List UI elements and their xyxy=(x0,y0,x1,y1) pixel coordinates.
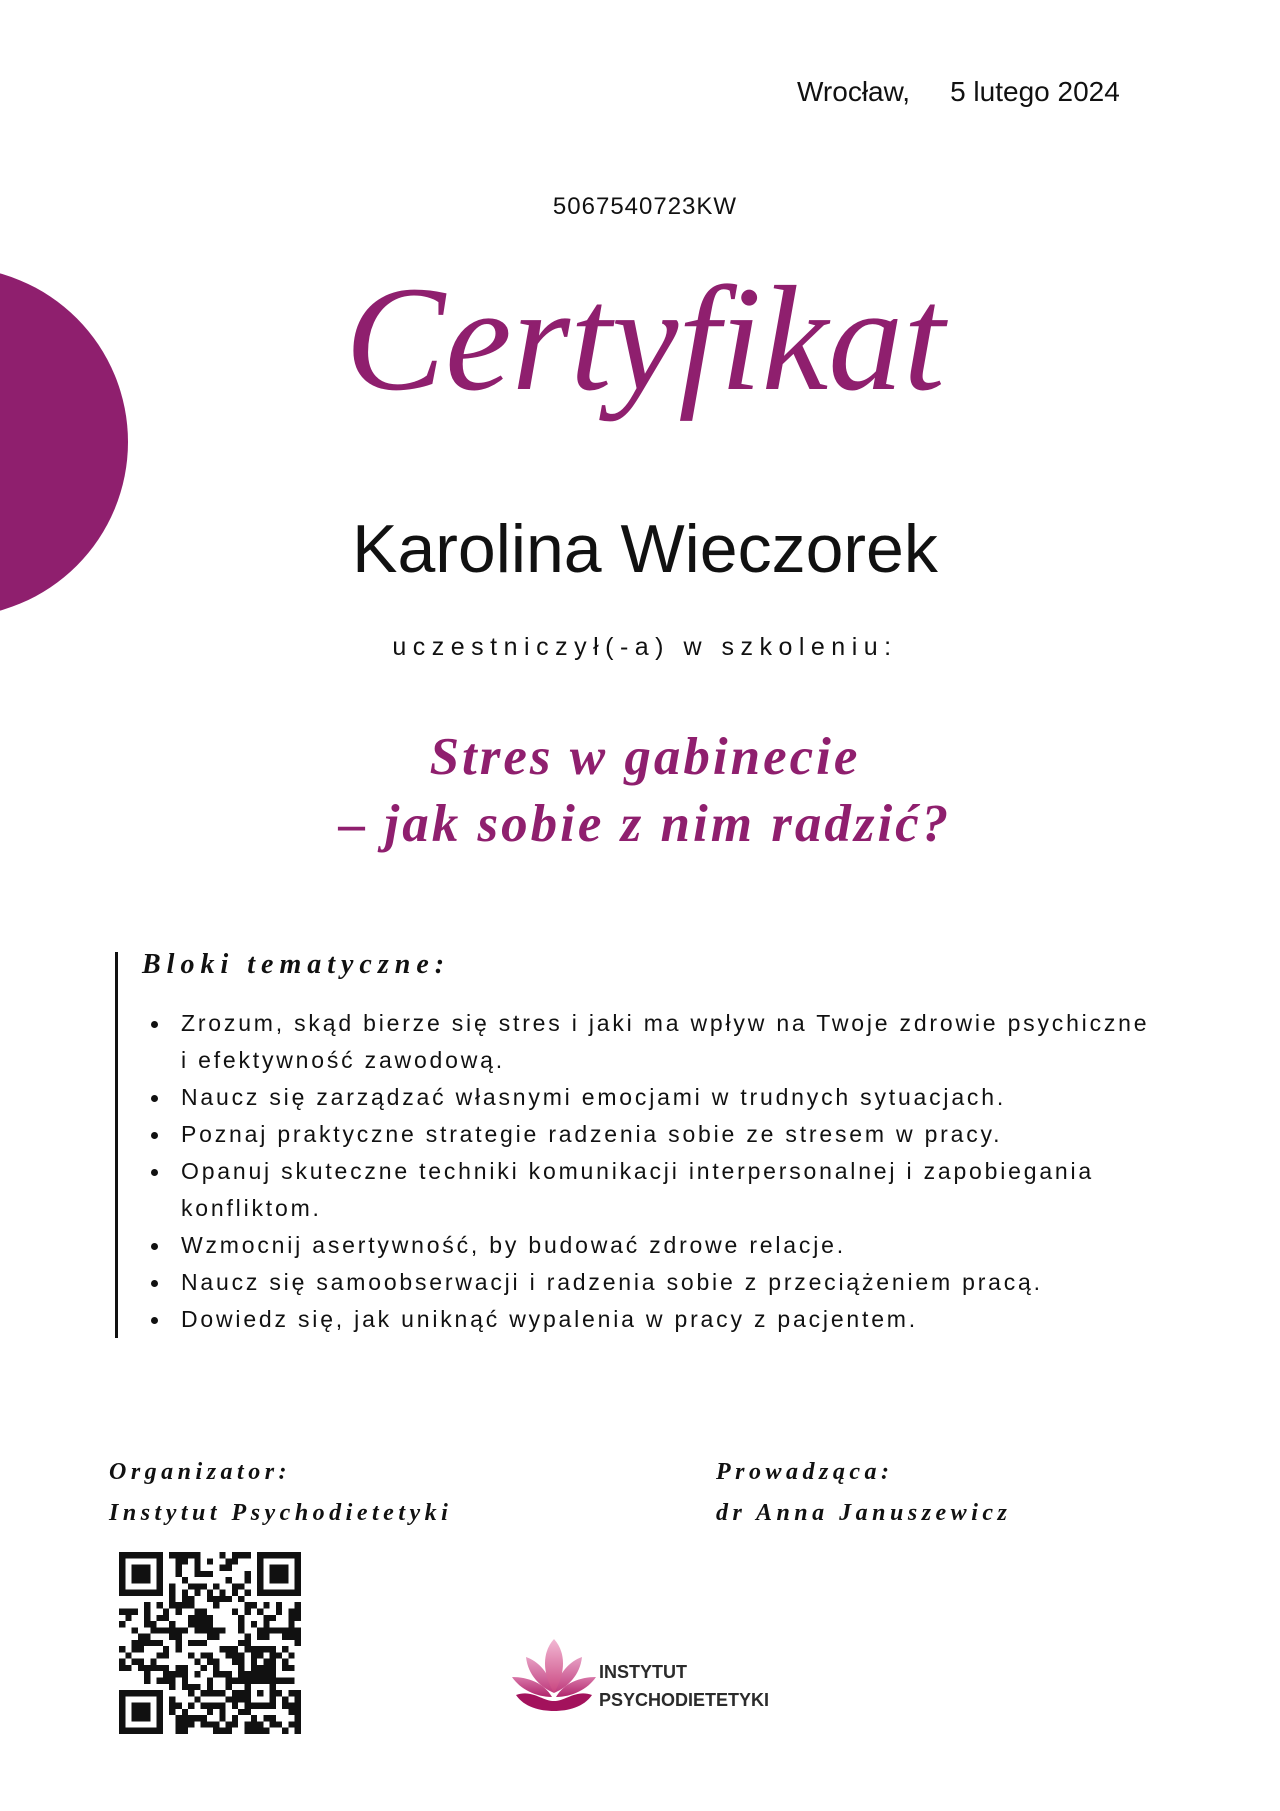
list-item: Naucz się samoobserwacji i radzenia sobie z przeciążeniem pracą. xyxy=(151,1264,1163,1301)
participation-statement: uczestniczył(-a) w szkoleniu: xyxy=(392,633,898,661)
place-date-line xyxy=(797,76,1120,108)
issue-date: 5 lutego 2024 xyxy=(950,76,1120,107)
certificate-number: 5067540723KW xyxy=(552,193,738,220)
course-title-line-1: Stres w gabinecie xyxy=(429,728,861,786)
list-item: Poznaj praktyczne strategie radzenia sobie ze stresem w pracy. xyxy=(151,1116,1163,1153)
list-item: Wzmocnij asertywność, by budować zdrowe relacje. xyxy=(151,1227,1163,1264)
topics-divider xyxy=(115,952,118,1338)
certificate-title: Certyfikat xyxy=(345,256,945,422)
organizer-name: Instytut Psychodietetyki xyxy=(109,1500,453,1526)
organizer-block xyxy=(109,1452,452,1534)
issue-city: Wrocław, xyxy=(797,76,911,107)
topics-list xyxy=(151,1005,1163,1338)
logo-wordmark xyxy=(599,1658,769,1714)
instructor-label: Prowadząca: xyxy=(716,1459,894,1485)
list-item: Dowiedz się, jak uniknąć wypalenia w pracy z pacjentem. xyxy=(151,1301,1163,1338)
list-item: Naucz się zarządzać własnymi emocjami w trudnych sytuacjach. xyxy=(151,1079,1163,1116)
lotus-icon xyxy=(512,1635,596,1711)
participant-name: Karolina Wieczorek xyxy=(352,511,938,587)
course-title xyxy=(0,724,1280,858)
list-item: Opanuj skuteczne techniki komunikacji interpersonalnej i zapobiegania konfliktom. xyxy=(151,1153,1163,1227)
instructor-block xyxy=(716,1452,1011,1534)
topics-heading: Bloki tematyczne: xyxy=(142,949,451,980)
logo-line-1: INSTYTUT xyxy=(599,1662,687,1682)
qr-code-icon xyxy=(119,1552,301,1734)
logo-line-2: PSYCHODIETETYKI xyxy=(599,1690,770,1710)
list-item: Zrozum, skąd bierze się stres i jaki ma wpływ na Twoje zdrowie psychiczne i efektywność zawodową. xyxy=(151,1005,1163,1079)
instructor-name: dr Anna Januszewicz xyxy=(716,1500,1012,1526)
organizer-label: Organizator: xyxy=(109,1459,292,1485)
course-title-line-2: – jak sobie z nim radzić? xyxy=(338,795,952,853)
